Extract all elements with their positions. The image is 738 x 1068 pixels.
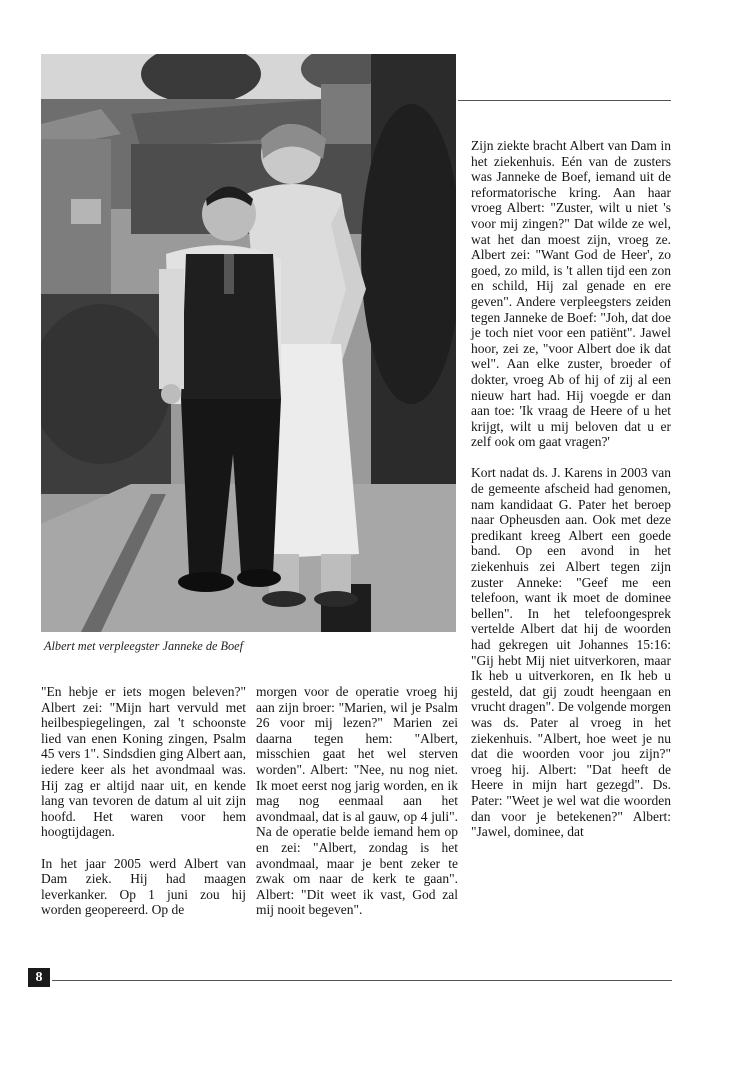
paragraph: Kort nadat ds. J. Karens in 2003 van de gemeente afscheid had genomen, nam kandidaat G. Pater het beroep naar Opheusden aan. Ook met deze predikant kreeg Albert een goede band. Op een avond in het ziekenhuis zei Albert tegen zijn zuster Anneke: "Geef me een telefoon, want ik moet de dominee bellen". In het telefoongesprek vertelde Albert dat hij de woorden had gekregen uit Johannes 15:16: "Gij hebt Mij niet uitverkoren, maar Ik heb u uitverkoren, en Ik heb u gesteld, dat gij zoudt heengaan en vrucht dragen". De volgende morgen was ds. Pater al vroeg in het ziekenhuis. "Albert, hoe weet je nu dat die woorden voor jou zijn?" vroeg hij. Albert: "Dat heeft de Heere in mijn hart gezegd". Ds. Pater: "Weet je wel wat die woorden dan voor je betekenen?" Albert: "Jawel, dominee, dat	[471, 465, 671, 840]
column-top-rule	[458, 100, 671, 101]
paragraph: In het jaar 2005 werd Albert van Dam ziek. Hij had maagen leverkanker. Op 1 juni zou hij worden geopereerd. Op de	[41, 855, 246, 918]
photo-illustration	[41, 54, 456, 632]
paragraph: Zijn ziekte bracht Albert van Dam in het ziekenhuis. Eén van de zusters was Janneke de Boef, iemand uit de reformatorische kring. Aan haar vroeg Albert: "Zuster, wilt u niet 's voor mij zingen?" Dat wilde ze wel, wat het dan moest zijn, vroeg ze. Albert zei: "Want God de Heer', zo goed, zo mild, is 't allen tijd een zon en schild, Hij zal genade en ere geven". Andere verpleegsters zeiden tegen Janneke de Boef: "Joh, dat doe je toch niet voor een patiënt". Jawel hoor, zei ze, "voor Albert doe ik dat wel". Aan elke zuster, broeder of dokter, vroeg Ab of hij of zij al een nieuw hart had. Hij voegde er dan aan toe: 'Ik vraag de Heere of u het krijgt, wilt u mij beloven dat u er zelf ook om gaat vragen?'	[471, 138, 671, 450]
photo	[41, 54, 456, 632]
paragraph: "En hebje er iets mogen beleven?" Albert zei: "Mijn hart vervuld met heilbespiegelingen, zal 't schoonste lied van enen Koning zingen, Psalm 45 vers 1". Sindsdien ging Albert aan, iedere keer als het avondmaal was. Hij zag er altijd naar uit, en kende lang van tevoren de datum al uit zijn hoofd. Het waren voor hem hoogtijdagen.	[41, 684, 246, 840]
text-column-3	[471, 138, 671, 840]
page-number: 8	[28, 968, 50, 987]
paragraph: morgen voor de operatie vroeg hij aan zijn broer: "Marien, wil je Psalm 26 voor mij lezen?" Marien zei daarna tegen hem: "Albert, misschien gaat het wel sterven worden". Albert: "Nee, nu nog niet. Ik moet eerst nog jarig worden, en ik mag nog eenmaal aan het avondmaal, dat is al gauw, op 4 juli". Na de operatie belde iemand hem op en zei: "Albert, zondag is het avondmaal, maar je bent zeker te zwak om naar de kerk te gaan". Albert: "Dit weet ik vast, God zal mij nooit begeven".	[256, 684, 458, 918]
text-column-2	[256, 684, 458, 918]
photo-caption: Albert met verpleegster Janneke de Boef	[44, 639, 244, 653]
text-column-1	[41, 684, 246, 918]
footer-rule	[52, 980, 672, 981]
